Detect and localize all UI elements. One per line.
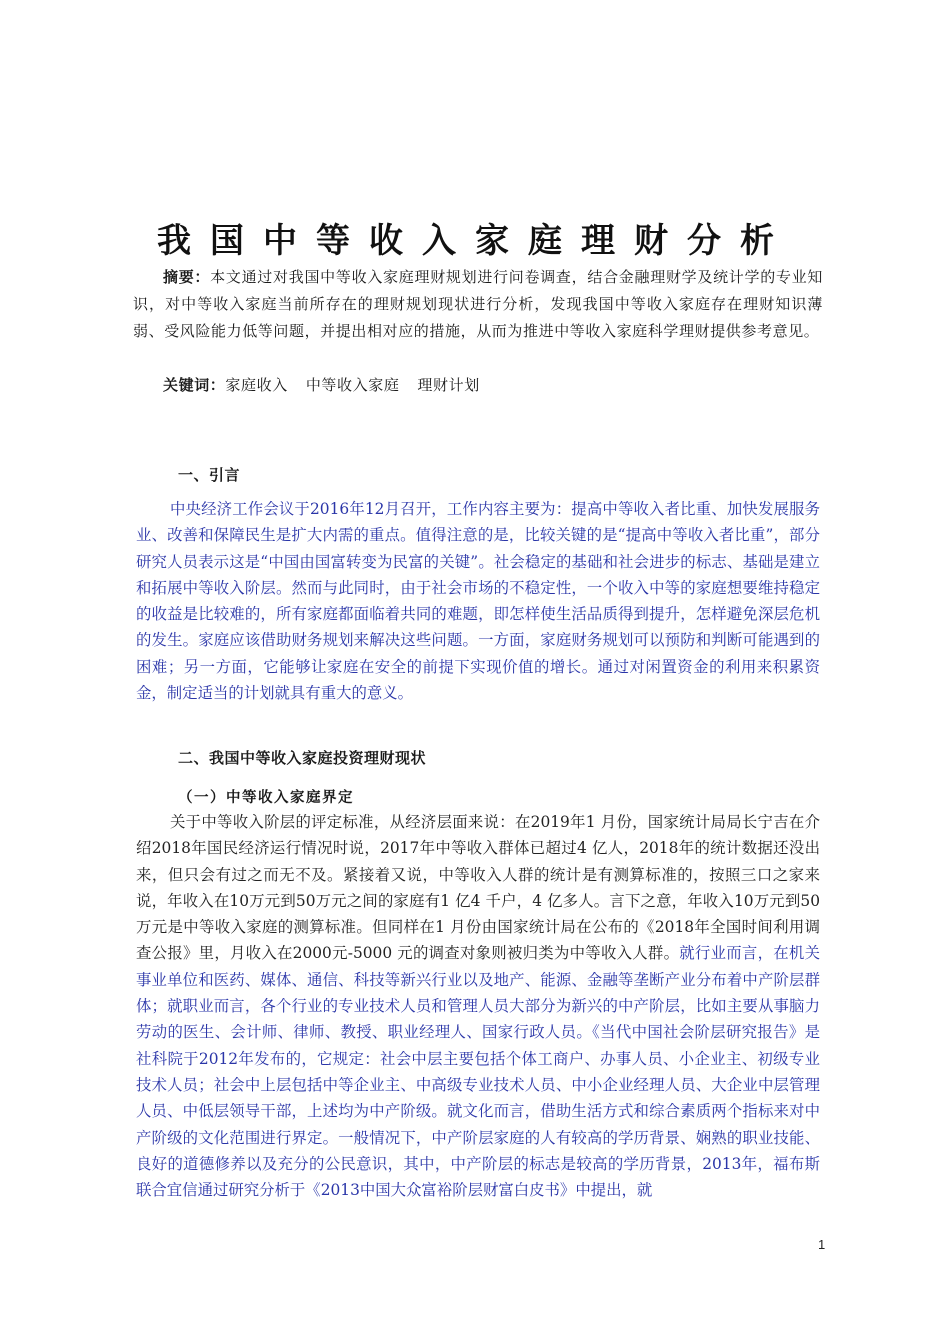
intro-paragraph: 中央经济工作会议于2016年12月召开，工作内容主要为：提高中等收入者比重、加快发展服务业、改善和保障民生是扩大内需的重点。值得注意的是，比较关键的是“提高中等收入者比重”，部分研究人员表示这是“中国由国富转变为民富的关键”。社会稳定的基础和社会进步的标志、基础是建立和拓展中等收入阶层。然而与此同时，由于社会市场的不稳定性，一个收入中等的家庭想要维持稳定的收益是比较难的，所有家庭都面临着共同的难题，即怎样使生活品质得到提升，怎样避免深层危机的发生。家庭应该借助财务规划来解决这些问题。一方面，家庭财务规划可以预防和判断可能遇到的困难；另一方面，它能够让家庭在安全的前提下实现价值的增长。通过对闲置资金的利用来积累资金，制定适当的计划就具有重大的意义。 xyxy=(136,500,820,703)
keywords xyxy=(163,372,498,399)
abstract-text: 本文通过对我国中等收入家庭理财规划进行问卷调查，结合金融理财学及统计学的专业知识，对中等收入家庭当前所存在的理财规划现状进行分析，发现我国中等收入家庭存在理财知识薄弱、受风险能力低等问题，并提出相对应的措施，从而为推进中等收入家庭科学理财提供参考意见。 xyxy=(133,268,823,340)
page-number: 1 xyxy=(818,1237,826,1252)
definition-paragraph-part2: 就行业而言，在机关事业单位和医药、媒体、通信、科技等新兴行业以及地产、能源、金融等垄断产业分布着中产阶层群体；就职业而言，各个行业的专业技术人员和管理人员大部分为新兴的中产阶层，比如主要从事脑力劳动的医生、会计师、律师、教授、职业经理人、国家行政人员。《当代中国社会阶层研究报告》是社科院于2012年发布的，它规定：社会中层主要包括个体工商户、办事人员、小企业主、初级专业技术人员；社会中上层包括中等企业主、中高级专业技术人员、中小企业经理人员、大企业中层管理人员、中低层领导干部，上述均为中产阶级。就文化而言，借助生活方式和综合素质两个指标来对中产阶级的文化范围进行界定。一般情况下，中产阶层家庭的人有较高的学历背景、娴熟的职业技能、良好的道德修养以及充分的公民意识，其中，中产阶层的标志是较高的学历背景，2013年，福布斯联合宜信通过研究分析于《2013中国大众富裕阶层财富白皮书》中提出，就 xyxy=(136,944,820,1200)
keyword-item: 家庭收入 xyxy=(225,376,288,394)
document-title: 我国中等收入家庭理财分析 xyxy=(157,221,793,261)
definition-paragraph-part1: 关于中等收入阶层的评定标准，从经济层面来说：在2019年1 月份，国家统计局局长宁吉在介绍2018年国民经济运行情况时说，2017年中等收入群体已超过4 亿人，2018年的统计数据还没出来，但只会有过之而无不及。紧接着又说，中等收入人群的统计是有测算标准的，按照三口之家来说，年收入在10万元到50万元之间的家庭有1 亿4 千户，4 亿多人。言下之意，年收入10万元到50万元是中等收入家庭的测算标准。但同样在1 月份由国家统计局在公布的《2018年全国时间利用调查公报》里，月收入在2000元-5000 元的调查对象则被归类为中等收入人群。 xyxy=(136,813,820,963)
subsection-heading-definition: （一）中等收入家庭界定 xyxy=(178,789,354,806)
abstract-label: 摘要： xyxy=(163,268,211,286)
keyword-item: 理财计划 xyxy=(417,376,480,394)
section-heading-intro: 一、引言 xyxy=(178,466,241,484)
keyword-item: 中等收入家庭 xyxy=(305,376,400,394)
definition-paragraph xyxy=(136,809,820,1203)
abstract xyxy=(133,264,823,345)
keywords-label: 关键词： xyxy=(163,376,226,394)
section-heading-status: 二、我国中等收入家庭投资理财现状 xyxy=(178,749,427,767)
